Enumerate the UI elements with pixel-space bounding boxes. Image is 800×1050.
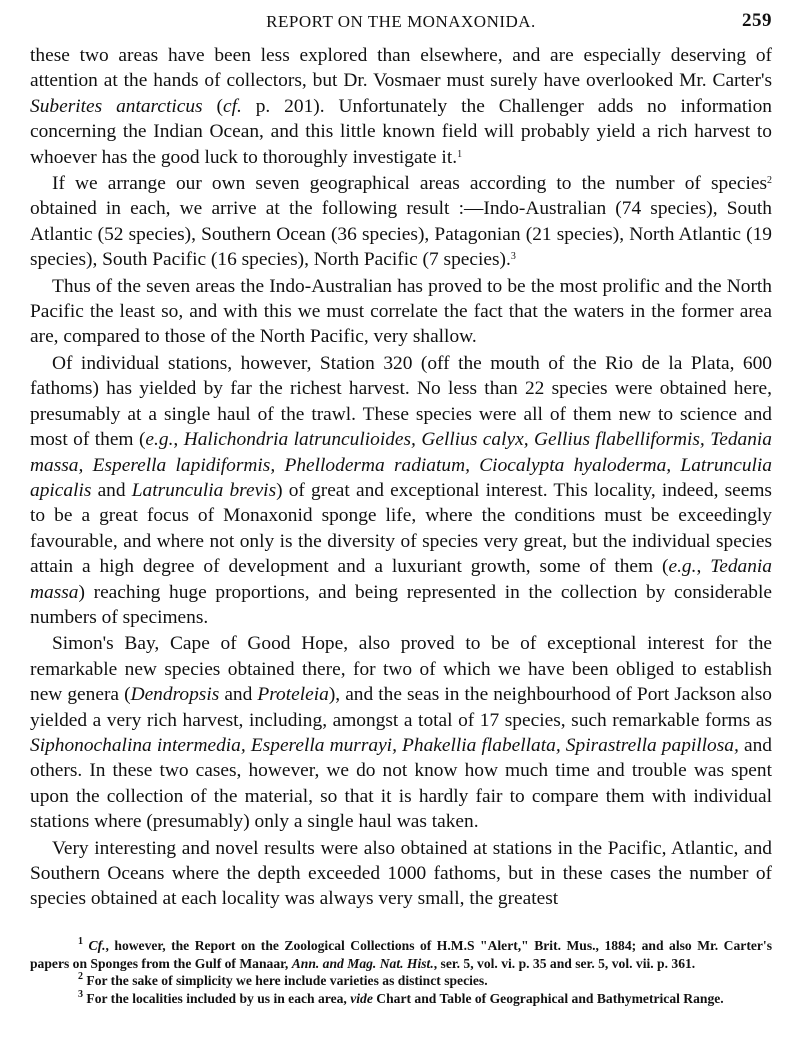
footnote (30, 937, 772, 972)
footnotes (30, 937, 772, 1007)
text-run: ( (202, 95, 223, 117)
paragraph (30, 274, 772, 350)
italic-text: Cf. (88, 938, 106, 953)
running-header (30, 10, 772, 36)
footnote (30, 990, 772, 1008)
text-run: , however, the Report on the Zoological Collections of H.M.S "Alert," Brit. Mus., 1884; and also Mr. Carter's papers on Sponges from the Gulf of Manaar, (30, 938, 772, 971)
text-run: , (696, 556, 711, 578)
italic-text: Tedania massa (30, 556, 772, 603)
italic-text: Ann. and Mag. Nat. Hist. (291, 955, 434, 971)
paragraph (30, 171, 772, 273)
text-run: ), and the seas in the neighbourhood of Port Jackson also yielded a very rich harvest, including, amongst a total of 17 species, such remarkable forms as (30, 684, 773, 731)
text-run: and (91, 479, 132, 501)
footnote-marker: 1 (78, 936, 83, 947)
text-run: , (173, 429, 184, 451)
text-run: and (219, 684, 258, 706)
text-run: obtained in each, we arrive at the following result :—Indo-Australian (74 species), South Atlantic (52 species), Southern Ocean (36 species), Patagonian (21 species), North Atlantic (19 species), South Pacific (16 species), North Pacific (7 species). (30, 198, 772, 271)
body-text (30, 43, 772, 912)
italic-text: Siphonochalina intermedia, Esperella murrayi, Phakellia flabellata, Spirastrella papillosa, (30, 734, 739, 756)
italic-text: Dendropsis (130, 684, 220, 706)
italic-text: Latrunculia brevis (131, 479, 277, 501)
italic-text: e.g. (668, 556, 697, 578)
text-run: If we arrange our own seven geographical areas according to the number of species (52, 173, 767, 195)
footnote-marker: 2 (767, 175, 772, 187)
text-run: Chart and Table of Geographical and Bathymetrical Range. (372, 990, 724, 1006)
text-run: Thus of the seven areas the Indo-Australian has proved to be the most prolific and the North Pacific the least so, and with this we must correlate the fact that the waters in the former area are, compared to those of the North Pacific, very shallow. (30, 275, 772, 348)
text-run: ) of great and exceptional interest. This locality, indeed, seems to be a great focus of Monaxonid sponge life, where the conditions must be exceedingly favourable, and where not only is the diversity of species very great, but the individual species attain a high degree of development and a luxuriant growth, some of them ( (30, 479, 772, 578)
text-run: Very interesting and novel results were also obtained at stations in the Pacific, Atlantic, and Southern Oceans where the depth exceeded 1000 fathoms, but in these cases the number of species obtained at each locality was always very small, the greatest (30, 837, 772, 910)
text-run: ) reaching huge proportions, and being represented in the collection by considerable numbers of specimens. (30, 581, 772, 628)
text-run: For the localities included by us in each area, (83, 990, 351, 1006)
italic-text: vide (350, 990, 373, 1006)
text-run: p. 201). Unfortunately the Challenger adds no information concerning the Indian Ocean, and this little known field will probably yield a rich harvest to whoever has the good luck to thoroughly investigate it. (30, 95, 773, 168)
footnote-marker: 1 (457, 148, 463, 160)
text-run: Simon's Bay, Cape of Good Hope, also proved to be of exceptional interest for the remarkable new species obtained there, for two of which we have been obliged to establish new genera ( (30, 633, 772, 706)
paragraph (30, 43, 772, 170)
italic-text: e.g. (145, 429, 174, 451)
paragraph (30, 836, 772, 912)
paragraph (30, 631, 772, 834)
text-run: and others. In these two cases, however, we do not know how much time and trouble was spent upon the collection of the material, so that it is hardly fair to compare them with individual stations where (presumably) only a single haul was taken. (30, 734, 772, 833)
italic-text: Proteleia (257, 684, 329, 706)
text-run: , ser. 5, vol. vi. p. 35 and ser. 5, vol. vii. p. 361. (433, 955, 696, 971)
footnote (30, 972, 772, 990)
text-run: Of individual stations, however, Station 320 (off the mouth of the Rio de la Plata, 600 fathoms) has yielded by far the richest harvest. No less than 22 species were obtained here, presumably at a single haul of the trawl. These species were all of them new to science and most of them ( (30, 352, 772, 451)
footnote-marker: 3 (78, 988, 83, 1000)
italic-text: cf. (222, 95, 242, 117)
text-run: these two areas have been less explored than elsewhere, and are especially deserving of attention at the hands of collectors, but Dr. Vosmaer must surely have overlooked Mr. Carter's (30, 45, 772, 92)
footnote-marker: 3 (510, 251, 516, 263)
page-number: 259 (742, 10, 772, 31)
running-title: REPORT ON THE MONAXONIDA. (266, 12, 536, 31)
italic-text: Halichondria latrunculioides, Gellius calyx, Gellius flabelliformis, Tedania massa, Esperella lapidiformis, Phelloderma radiatum, Ciocalypta hyaloderma, Latrunculia apicalis (30, 429, 773, 501)
footnote-marker: 2 (78, 971, 83, 982)
italic-text: Suberites antarcticus (30, 95, 203, 117)
paragraph (30, 351, 772, 630)
text-run: For the sake of simplicity we here include varieties as distinct species. (83, 973, 488, 988)
